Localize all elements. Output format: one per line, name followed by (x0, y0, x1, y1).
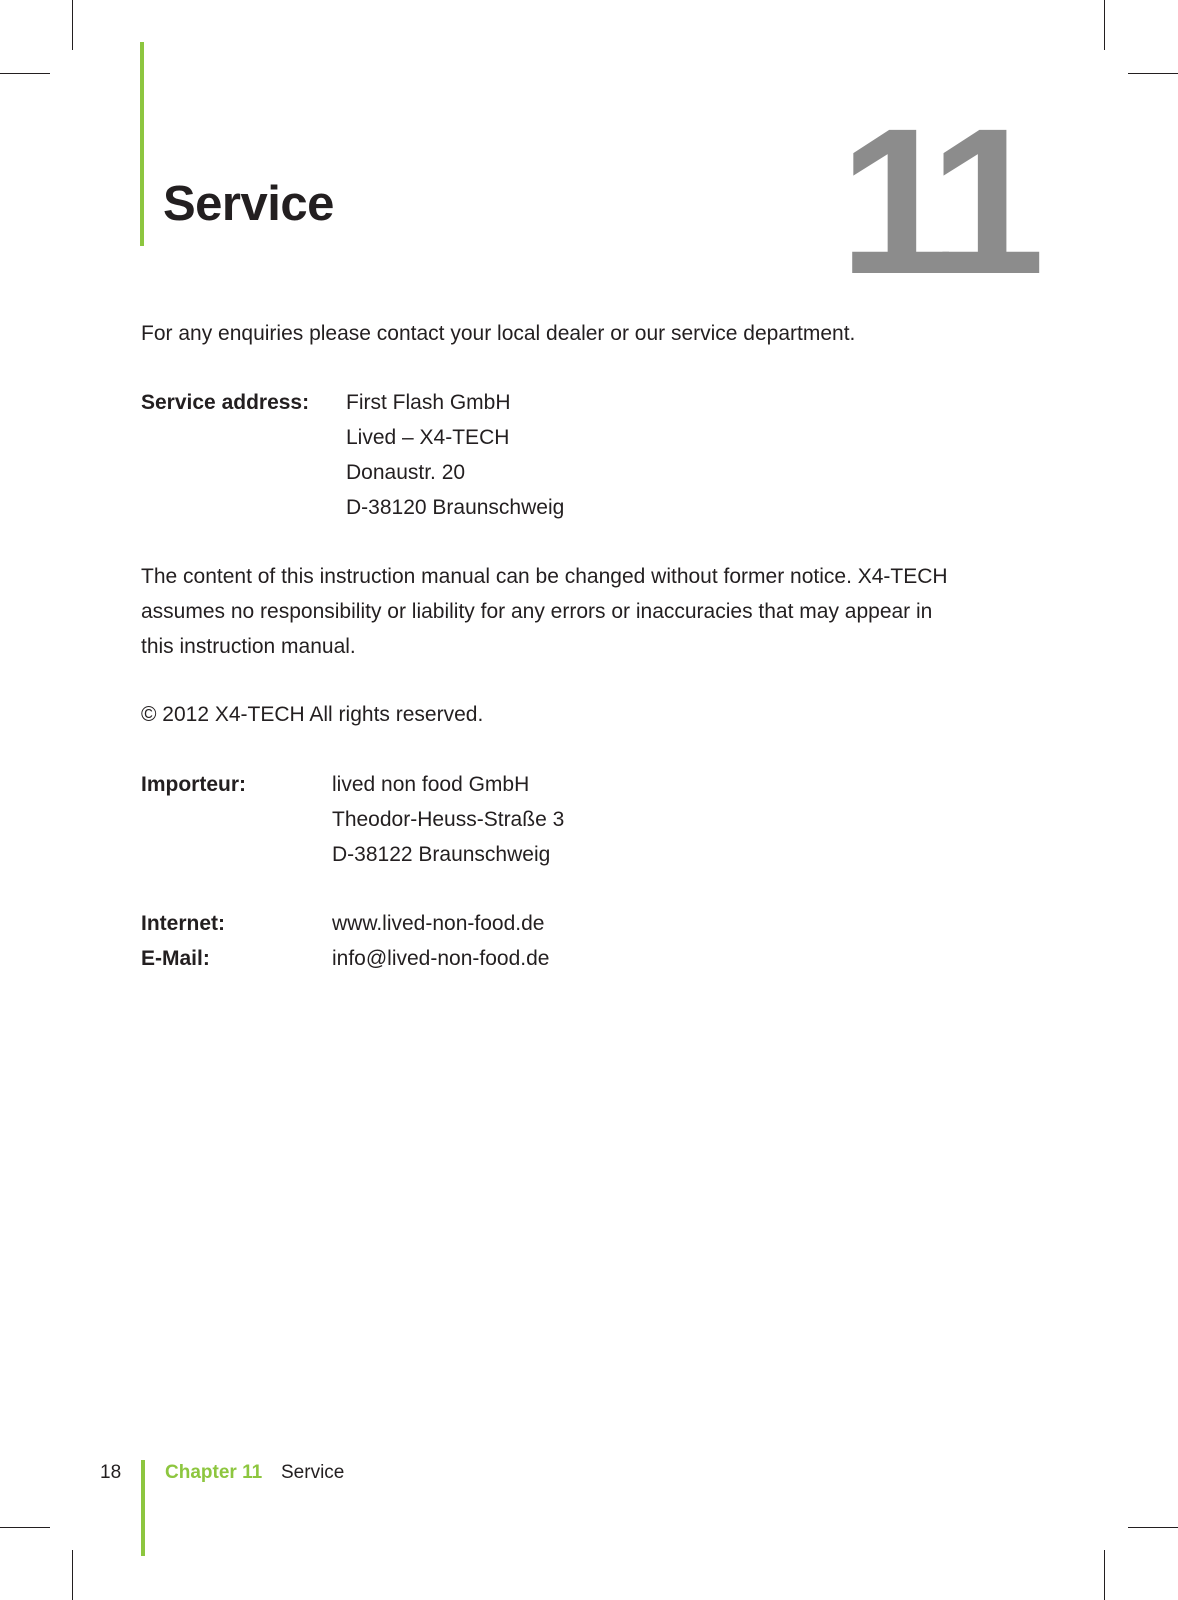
disclaimer-line: The content of this instruction manual can be changed without former notice. X4-TECH (141, 565, 948, 588)
crop-mark (72, 1550, 73, 1600)
crop-mark (72, 0, 73, 50)
email-label: E-Mail: (141, 947, 210, 970)
importer-line: Theodor-Heuss-Straße 3 (332, 808, 565, 831)
service-address-line: Donaustr. 20 (346, 461, 466, 484)
crop-mark (1104, 0, 1105, 50)
crop-mark (1128, 1527, 1178, 1528)
footer-chapter: Chapter 11 (165, 1462, 263, 1483)
disclaimer-line: assumes no responsibility or liability for any errors or inaccuracies that may appear in (141, 600, 933, 623)
chapter-number: 11 (839, 86, 1031, 318)
service-address-label: Service address: (141, 391, 310, 414)
crop-mark (1128, 73, 1178, 74)
service-address-line: D-38120 Braunschweig (346, 496, 565, 519)
title-accent-bar (140, 42, 144, 246)
internet-value: www.lived-non-food.de (332, 912, 545, 935)
importer-line: lived non food GmbH (332, 773, 530, 796)
service-address-line: Lived – X4-TECH (346, 426, 510, 449)
copyright-text: © 2012 X4-TECH All rights reserved. (141, 703, 484, 726)
disclaimer-line: this instruction manual. (141, 635, 356, 658)
internet-label: Internet: (141, 912, 225, 935)
email-value: info@lived-non-food.de (332, 947, 550, 970)
crop-mark (0, 1527, 50, 1528)
page-number: 18 (100, 1462, 122, 1483)
footer-accent-bar (141, 1460, 145, 1556)
crop-mark (0, 73, 50, 74)
page-title: Service (163, 177, 334, 231)
intro-text: For any enquiries please contact your local dealer or our service department. (141, 322, 856, 345)
crop-mark (1104, 1550, 1105, 1600)
footer-section: Service (281, 1462, 345, 1483)
importer-label: Importeur: (141, 773, 246, 796)
service-address-line: First Flash GmbH (346, 391, 511, 414)
importer-line: D-38122 Braunschweig (332, 843, 551, 866)
